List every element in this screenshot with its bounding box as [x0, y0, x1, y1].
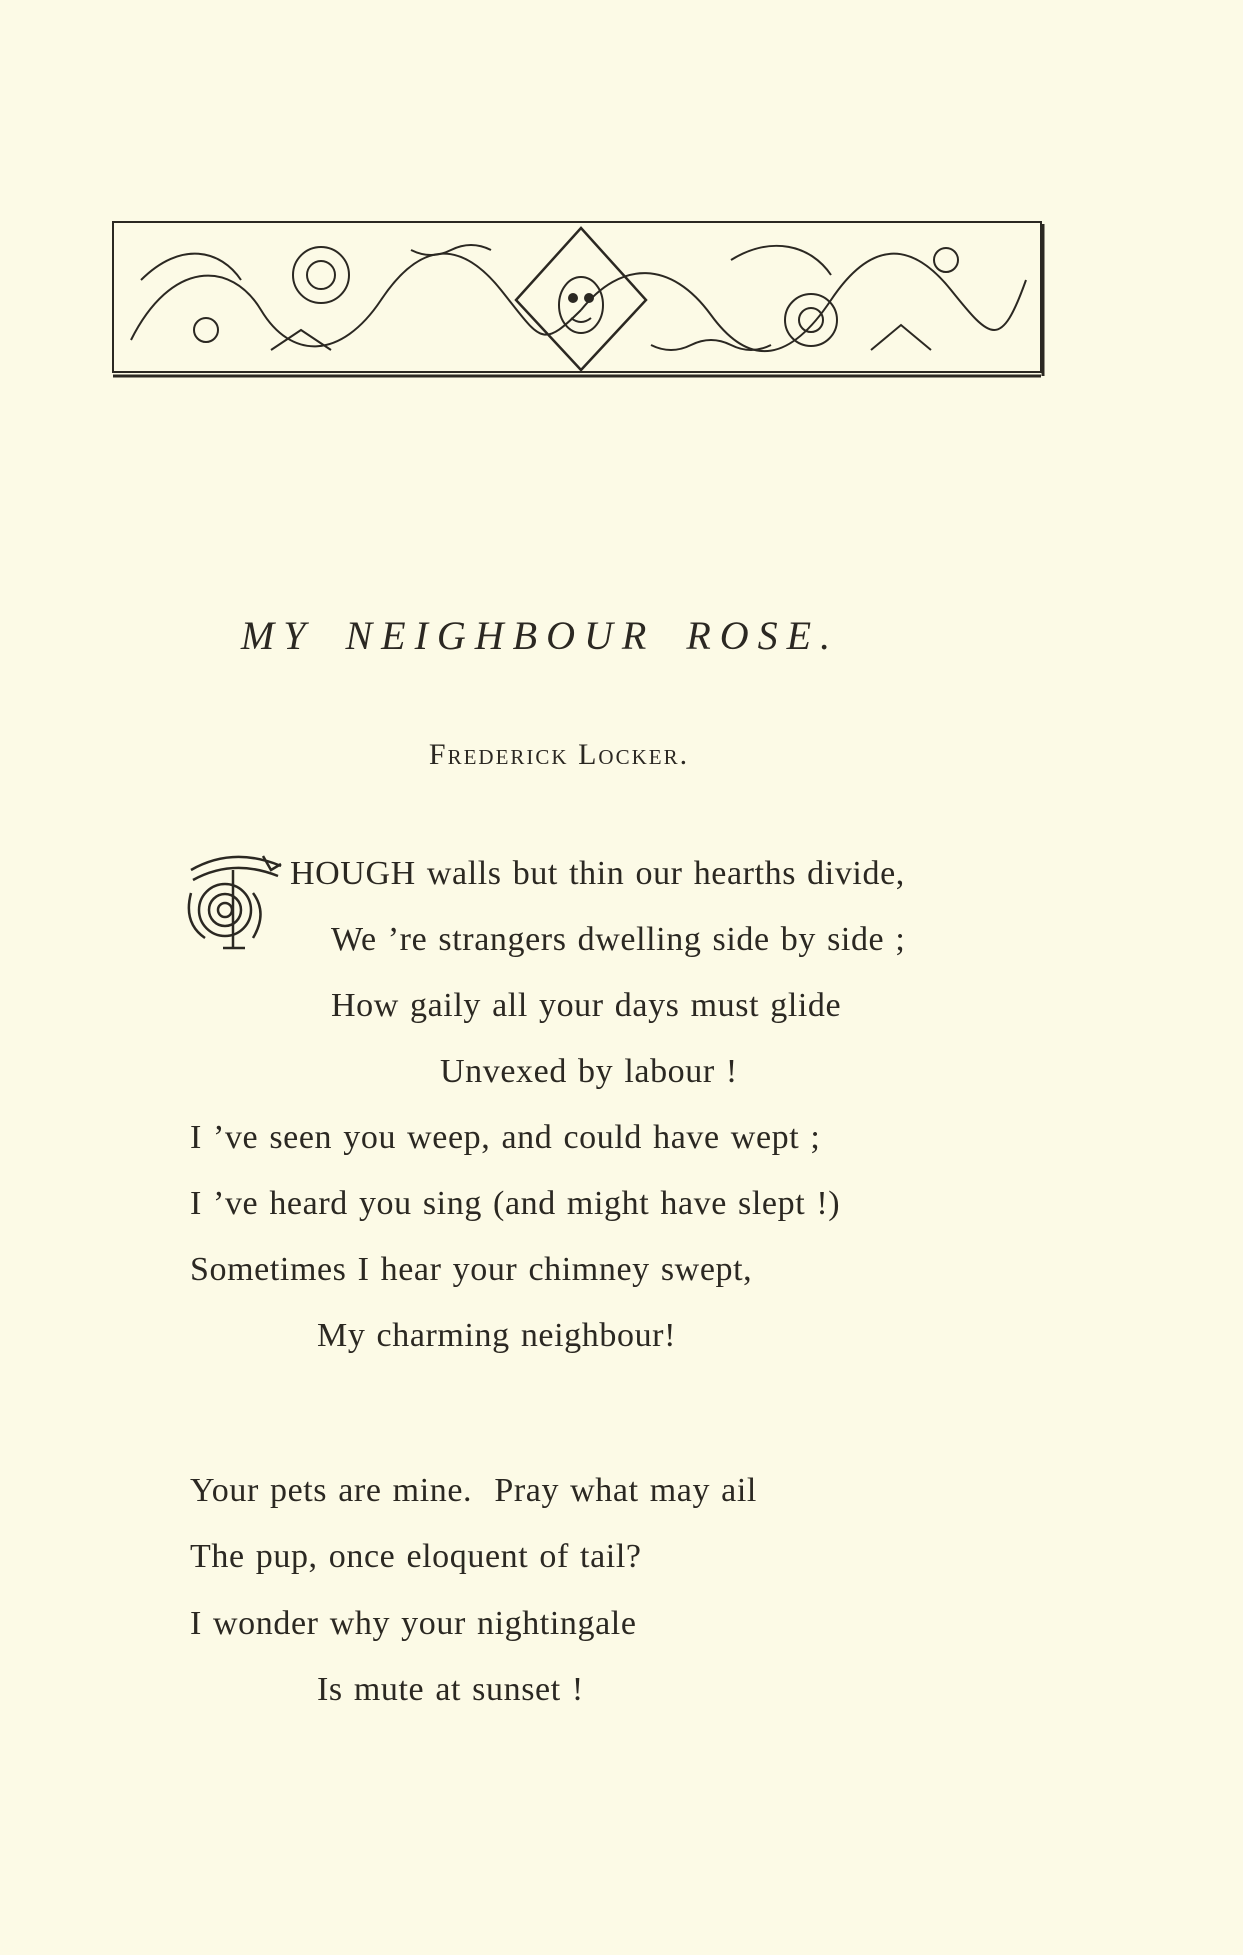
stanza-1-line-4: Unvexed by labour !: [440, 1053, 738, 1090]
stanza-1-line-2: We ’re strangers dwelling side by side ;: [331, 921, 906, 958]
stanza-1-line-3: How gaily all your days must glide: [331, 987, 842, 1024]
stanza-2-line-3: I wonder why your nightingale: [190, 1605, 637, 1642]
stanza-1-line-7: Sometimes I hear your chimney swept,: [190, 1251, 753, 1288]
stanza-2-line-4: Is mute at sunset !: [317, 1671, 584, 1708]
stanza-2-line-2: The pup, once eloquent of tail?: [190, 1538, 642, 1575]
poem-author: Frederick Locker.: [428, 738, 690, 771]
ornamental-headpiece: [111, 220, 1046, 379]
stanza-1-line-8: My charming neighbour!: [317, 1317, 677, 1354]
ornamental-initial-icon: [183, 848, 288, 956]
stanza-1-line-5: I ’ve seen you weep, and could have wept ;: [190, 1119, 821, 1156]
stanza-2-line-1: Your pets are mine. Pray what may ail: [190, 1472, 757, 1509]
poem-title: MY NEIGHBOUR ROSE.: [240, 613, 840, 658]
stanza-1-line-6: I ’ve heard you sing (and might have slept !): [190, 1185, 841, 1222]
stanza-1-line-1: HOUGH walls but thin our hearths divide,: [290, 855, 905, 892]
